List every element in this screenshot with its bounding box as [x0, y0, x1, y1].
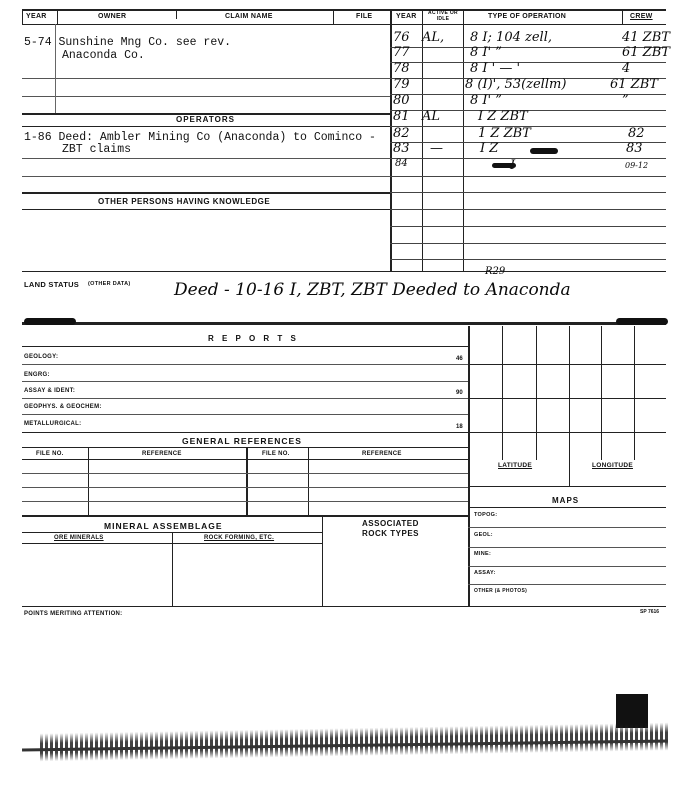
- rock-forming-label: ROCK FORMING, ETC.: [204, 535, 275, 541]
- maps-row-label: ASSAY:: [474, 570, 496, 576]
- log-row-rule: [390, 192, 666, 193]
- general-references-title: GENERAL REFERENCES: [182, 436, 302, 446]
- gen-ref-rule: [22, 473, 468, 474]
- land-status-note: R29: [485, 266, 506, 277]
- log-ops: I Z ZBT: [478, 109, 528, 124]
- gen-ref-rule: [22, 487, 468, 488]
- maps-title-rule: [468, 507, 666, 508]
- maps-rule: [468, 566, 666, 567]
- reports-right-divider: [468, 326, 470, 606]
- maps-row-label: MINE:: [474, 551, 492, 557]
- log-year: 81: [393, 109, 410, 124]
- operators-line-2: ZBT claims: [62, 143, 132, 156]
- reports-top-band: [22, 322, 666, 325]
- crew-col-divider: [622, 9, 623, 24]
- report-label: GEOPHYS. & GEOCHEM:: [24, 404, 102, 410]
- gen-ref-col-file2: FILE NO.: [262, 451, 290, 457]
- log-ops: 8 I ' — ': [470, 61, 521, 76]
- maps-row-label: TOPOG:: [474, 512, 498, 518]
- operators-title: OPERATORS: [176, 115, 235, 124]
- header-file: FILE: [356, 13, 373, 20]
- land-status-sub: (OTHER DATA): [88, 281, 131, 287]
- header-year: YEAR: [26, 13, 47, 20]
- maps-row-label: OTHER (& PHOTOS): [474, 588, 528, 594]
- log-status: AL,: [422, 30, 445, 45]
- owner-rule: [22, 96, 390, 97]
- log-crew: 09-12: [625, 161, 649, 170]
- log-status: AL: [422, 109, 441, 124]
- maps-row-label: GEOL:: [474, 532, 493, 538]
- header-active-idle: ACTIVE OR IDLE: [428, 10, 458, 22]
- form-code: SP 7616: [640, 609, 660, 615]
- mineral-assemblage-title: MINERAL ASSEMBLAGE: [104, 521, 223, 531]
- operators-rule: [22, 158, 390, 159]
- log-year: 84: [395, 158, 408, 169]
- report-rule: [22, 414, 468, 415]
- gen-ref-col-file: FILE NO.: [36, 451, 64, 457]
- land-status-label: LAND STATUS: [24, 280, 80, 289]
- latlong-grid-line: [634, 326, 635, 460]
- header-divider: [333, 9, 334, 24]
- lower-section-bottom-rule: [22, 606, 666, 607]
- log-ops: 8 I' ”: [470, 45, 502, 60]
- header-crew: CREW: [630, 13, 653, 20]
- latlong-grid-line: [502, 326, 503, 460]
- log-year: 79: [393, 77, 410, 92]
- latlong-bottom-rule: [468, 486, 666, 487]
- latlong-grid-line: [569, 326, 570, 486]
- header-bottom-rule: [22, 24, 666, 25]
- owner-col-rule: [55, 24, 56, 114]
- owner-rule: [22, 78, 390, 79]
- other-persons-top-rule: [22, 192, 390, 194]
- log-year: 78: [393, 61, 410, 76]
- upper-section-bottom-rule: [22, 271, 666, 272]
- ink-blob: [24, 318, 76, 325]
- log-row-rule: [390, 243, 666, 244]
- log-crew: ”: [622, 93, 629, 108]
- mineral-col-rule: [172, 532, 173, 606]
- log-ops: 8 (I)', 53(zellm): [465, 77, 567, 92]
- operators-line-1: 1-86 Deed: Ambler Mining Co (Anaconda) to Cominco -: [24, 131, 376, 144]
- log-year: 76: [393, 30, 410, 45]
- mineral-right-rule: [322, 515, 323, 606]
- latlong-grid-line: [601, 326, 602, 460]
- maps-title: MAPS: [552, 496, 580, 505]
- gen-ref-bottom-rule: [22, 515, 468, 517]
- log-crew: 61 ZBT: [610, 77, 658, 92]
- log-year: 77: [393, 45, 410, 60]
- gen-ref-col-ref: REFERENCE: [142, 451, 182, 457]
- header-divider: [57, 9, 58, 24]
- log-crew: 61 ZBT: [622, 45, 670, 60]
- report-rule: [22, 381, 468, 382]
- log-ops: I Z: [480, 141, 499, 156]
- report-num: 46: [456, 356, 463, 362]
- log-ops: 1 Z ZBT: [478, 126, 531, 141]
- latitude-label: LATITUDE: [498, 462, 533, 469]
- associated-rock-line-2: ROCK TYPES: [362, 529, 420, 538]
- report-num: 18: [456, 424, 463, 430]
- owner-line-1: 5-74 Sunshine Mng Co. see rev.: [24, 36, 232, 49]
- gen-ref-col-rule: [88, 447, 89, 515]
- reports-title-rule: [22, 346, 468, 347]
- longitude-label: LONGITUDE: [592, 462, 633, 469]
- associated-rock-line-1: ASSOCIATED: [362, 519, 419, 528]
- points-meriting-attention: POINTS MERITING ATTENTION:: [24, 611, 123, 617]
- log-crew: 41 ZBT: [622, 30, 670, 45]
- ink-smudge: [530, 148, 558, 154]
- ink-blob: [616, 318, 668, 325]
- other-persons-title: OTHER PERSONS HAVING KNOWLEDGE: [98, 197, 271, 206]
- log-row-rule: [390, 226, 666, 227]
- report-label: ASSAY & IDENT:: [24, 388, 76, 394]
- reports-title: R E P O R T S: [208, 334, 299, 343]
- header-divider: [176, 9, 177, 19]
- report-rule: [22, 398, 468, 399]
- report-label: GEOLOGY:: [24, 354, 59, 360]
- header-owner: OWNER: [98, 13, 127, 20]
- log-row-rule: [390, 209, 666, 210]
- ore-minerals-label: ORE MINERALS: [54, 535, 104, 541]
- log-row-rule: [390, 158, 666, 159]
- log-year: 82: [393, 126, 410, 141]
- center-divider: [390, 9, 392, 271]
- operators-rule: [22, 176, 390, 177]
- log-year: 83: [393, 141, 410, 156]
- latlong-grid-line: [468, 398, 666, 399]
- year-col-divider: [422, 9, 423, 271]
- log-row-rule: [390, 259, 666, 260]
- top-border: [22, 9, 666, 11]
- header-type-of-operation: TYPE OF OPERATION: [488, 13, 567, 20]
- maps-rule: [468, 584, 666, 585]
- land-status-handwritten: Deed - 10-16 I, ZBT, ZBT Deeded to Anaconda: [174, 280, 571, 300]
- gen-ref-col-ref2: REFERENCE: [362, 451, 402, 457]
- log-ops: 8 I; 104 zell,: [470, 30, 552, 45]
- report-num: 90: [456, 390, 463, 396]
- log-crew: 82: [628, 126, 645, 141]
- maps-rule: [468, 527, 666, 528]
- report-label: ENGRG:: [24, 372, 50, 378]
- operators-bottom-rule: [22, 126, 390, 127]
- ink-smudge: [492, 163, 516, 168]
- gen-ref-rule: [22, 501, 468, 502]
- maps-rule: [468, 547, 666, 548]
- log-ops: 8 I' ”: [470, 93, 502, 108]
- log-row-rule: [390, 176, 666, 177]
- latlong-grid-line: [468, 364, 666, 365]
- latlong-grid-line: [536, 326, 537, 460]
- report-rule: [22, 432, 468, 433]
- log-crew: 83: [626, 141, 643, 156]
- latlong-grid-line: [468, 432, 666, 433]
- header-claim-name: CLAIM NAME: [225, 13, 273, 20]
- other-persons-bottom-rule: [22, 209, 390, 210]
- log-crew: 4: [622, 61, 631, 76]
- header-year2: YEAR: [396, 13, 417, 20]
- gen-ref-col-rule: [246, 447, 248, 515]
- log-year: 80: [393, 93, 410, 108]
- report-rule: [22, 364, 468, 365]
- gen-ref-col-rule: [308, 447, 309, 515]
- header-left-edge: [22, 9, 23, 24]
- log-status: —: [430, 141, 443, 156]
- report-label: METALLURGICAL:: [24, 421, 82, 427]
- active-col-divider: [463, 9, 464, 271]
- owner-line-2: Anaconda Co.: [62, 49, 145, 62]
